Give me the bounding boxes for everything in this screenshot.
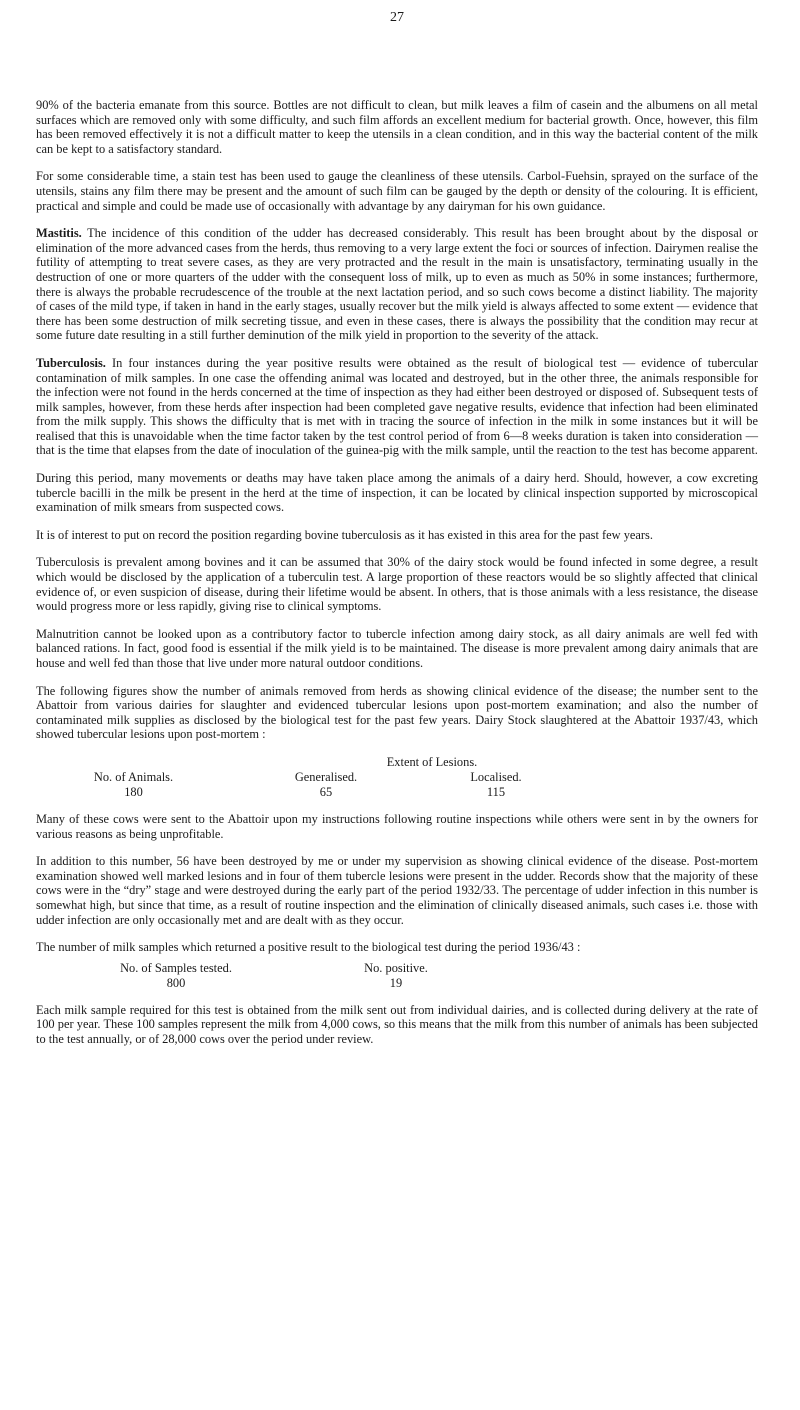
cell-samples: 800: [166, 975, 186, 990]
paragraph-destroyed: In addition to this number, 56 have been destroyed by me or under my supervision as showing clinical evidence of the disease. Post-mortem examination showed well marked lesions and in four of them tubercle lesions were present in the udder. Records show that the majority of these cows were in the “dry” stage and were destroyed during the early part of the period 1932/33. The percentage of udder infection in this number is somewhat high, but since that time, as a result of routine inspection and the elimination of clinically diseased animals, such cases i.e. those with udder infection are only occasionally met and are dealt with as they occur.: [36, 854, 758, 927]
mastitis-text: The incidence of this condition of the udder has decreased considerably. This result has been brought about by the disposal or elimination of the more advanced cases from the herds, thus removing to a very large extent the foci or sources of infection. Dairymen realise the futility of attempting to treat severe cases, as they are very protracted and the result in the main is unsatisfactory, terminating usually in the destruction of one or more quarters of the udder with the consequent loss of milk, up to even as much as 50% in some instances; furthermore, there is always the probable recrudescence of the trouble at the next lactation period, and so such cows become a distinct liability. The majority of cases of the mild type, if taken in hand in the early stages, usually recover but the milk yield is always affected to some extent — evidence that there has been some destruction of milk secreting tissue, and even in these cases, there is always the possibility that the condition may recur at some future date resulting in a still further deminution of the milk yield in proportion to the severity of the attack.: [36, 226, 758, 343]
paragraph-samples-intro: The number of milk samples which returned a positive result to the biological test during the period 1936/43 :: [36, 940, 581, 955]
paragraph-mastitis: [36, 226, 758, 343]
table-row: [36, 785, 758, 800]
paragraph-sample-collection: Each milk sample required for this test is obtained from the milk sent out from individual dairies, and is collected during delivery at the rate of 100 per year. These 100 samples represent the milk from 4,000 cows, so this means that the milk from this number of animals has been subjected to the test annually, or of 28,000 cows over the period under review.: [36, 1002, 758, 1046]
paragraph-position: It is of interest to put on record the position regarding bovine tuberculosis as it has existed in this area for the past few years.: [36, 527, 653, 542]
cell-generalised: 65: [319, 784, 333, 799]
column-header-animals: No. of Animals.: [93, 769, 174, 784]
column-header-positive: No. positive.: [364, 960, 428, 975]
paragraph-herd-movements: During this period, many movements or deaths may have taken place among the animals of a dairy herd. Should, however, a cow excreting tubercle bacilli in the milk be present in the herd at the time of inspection, it can be located by clinical inspection supported by microscopical examination of milk smears from suspected cows.: [36, 471, 758, 515]
lesions-group-header: Extent of Lesions.: [386, 754, 478, 769]
heading-tuberculosis: Tuberculosis.: [36, 355, 106, 370]
heading-mastitis: Mastitis.: [36, 226, 82, 241]
column-header-generalised: Generalised.: [294, 769, 358, 784]
samples-header-row: [61, 961, 758, 976]
cell-localised: 115: [486, 784, 506, 799]
table-row: [61, 976, 758, 991]
paragraph-abattoir: Many of these cows were sent to the Abattoir upon my instructions following routine inspections while others were sent in by the owners for various reasons as being unprofitable.: [36, 811, 758, 841]
column-header-localised: Localised.: [470, 769, 522, 784]
paragraph-bacteria: 90% of the bacteria emanate from this source. Bottles are not difficult to clean, but milk leaves a film of casein and the albumens on all metal surfaces which are removed only with some difficulty, and such film affords an excellent medium for bacterial growth. Once, however, this film has been removed effectively it is not a difficult matter to keep the utensils in a clean condition, and in this way the bacterial content of the milk can be kept to a satisfactory standard.: [36, 98, 758, 156]
cell-positive: 19: [389, 975, 403, 990]
paragraph-figures-intro: The following figures show the number of animals removed from herds as showing clinical evidence of the disease; the number sent to the Abattoir from various dairies for slaughter and evidenced tubercular lesions upon post-mortem examination; and also the number of contaminated milk supplies as disclosed by the biological test for the past few years. Dairy Stock slaughtered at the Abattoir 1937/43, which showed tubercular lesions upon post-mortem :: [36, 683, 758, 742]
paragraph-prevalence: Tuberculosis is prevalent among bovines and it can be assumed that 30% of the dairy stock would be found infected in some degree, a result which would be disclosed by the application of a tuberculin test. A large proportion of these reactors would be so slightly affected that clinical evidence of, or even suspicion of disease, during their lifetime would be absent. In others, that is those animals with a less resistance, the disease would progress more or less rapidly, giving rise to clinical symptoms.: [36, 555, 758, 614]
paragraph-malnutrition: Malnutrition cannot be looked upon as a contributory factor to tubercle infection among dairy stock, as all dairy animals are well fed with balanced rations. In fact, good food is essential if the milk yield is to be maintained. The disease is more prevalent among dairy animals that are house and well fed than those that live under more natural outdoor conditions.: [36, 626, 758, 670]
document-body: [36, 98, 758, 1047]
column-header-samples: No. of Samples tested.: [120, 960, 232, 975]
lesions-header-row: [36, 770, 758, 785]
lesions-table: [36, 755, 758, 800]
tuberculosis-text: In four instances during the year positive results were obtained as the result of biological test — evidence of tubercular contamination of milk samples. In one case the offending animal was located and destroyed, but in the other three, the animals responsible for the infection were not found in the herds concerned at the time of inspection as they had either been destroyed or disposed of. Subsequent tests of milk samples, however, from these herds after inspection had been completed gave negative results, evidence that infection had been eliminated from the milk supply. This shows the difficulty that is met with in tracing the source of infection in the milk in some instances but it will be realised that this is unavoidable when the time factor taken by the test control period of from 6—8 weeks duration is taken into consideration — that is the time that elapses from the date of inoculation of the guinea-pig with the milk sample, until the reaction to the test has become apparent.: [36, 355, 758, 458]
samples-table: [61, 961, 758, 991]
cell-animals: 180: [124, 784, 143, 799]
page-number: 27: [390, 10, 404, 25]
paragraph-tuberculosis: [36, 356, 758, 458]
paragraph-stain-test: For some considerable time, a stain test has been used to gauge the cleanliness of these utensils. Carbol-Fuehsin, sprayed on the surface of the utensils, stains any film there may be present and the amount of such film can be gauged by the depth or density of the colouring. It is efficient, practical and simple and could be made use of occasionally with advantage by any dairyman for his own guidance.: [36, 169, 758, 213]
